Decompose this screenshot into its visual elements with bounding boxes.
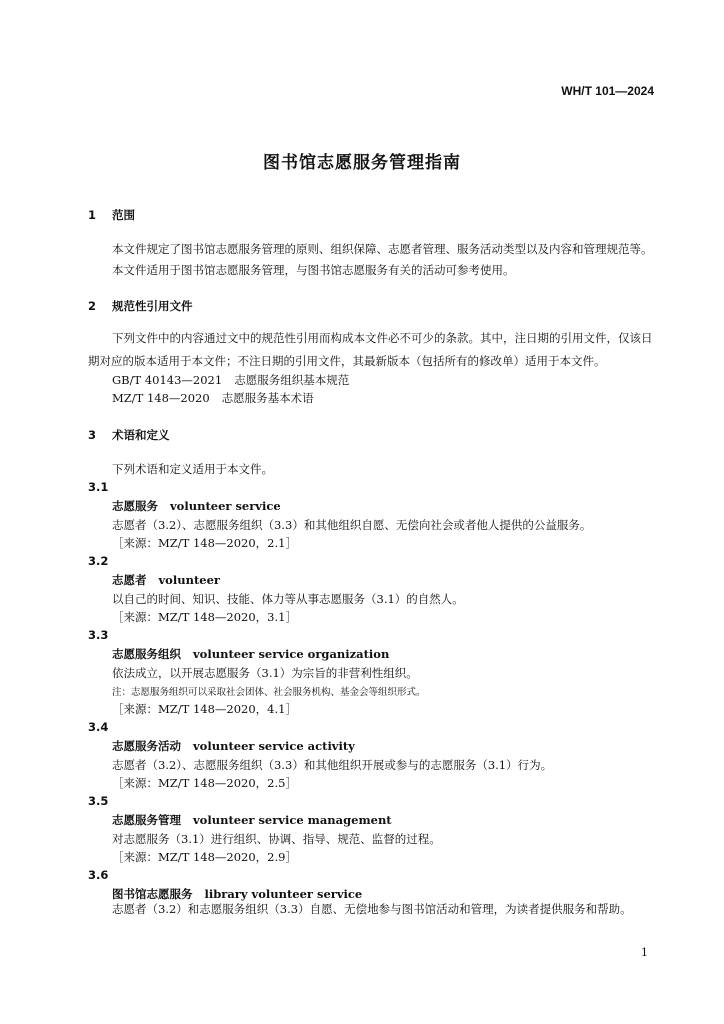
term-en: volunteer service management bbox=[193, 813, 392, 827]
term-en: volunteer service organization bbox=[193, 647, 390, 661]
normative-reference bbox=[112, 372, 349, 388]
term-source: ［来源：MZ/T 148—2020，2.9］ bbox=[112, 850, 297, 864]
normative-reference bbox=[112, 390, 314, 406]
term-en: volunteer service bbox=[170, 499, 281, 513]
term-cn: 志愿服务 bbox=[112, 499, 158, 513]
term-number: 3.6 bbox=[88, 868, 109, 882]
term-number: 3.2 bbox=[88, 554, 109, 568]
term-en: volunteer bbox=[158, 573, 220, 587]
term-definition: 志愿者（3.2）、志愿服务组织（3.3）和其他组织开展或参与的志愿服务（3.1）行为。 bbox=[112, 758, 553, 772]
term-definition: 志愿者（3.2）、志愿服务组织（3.3）和其他组织自愿、无偿向社会或者他人提供的公益服务。 bbox=[112, 518, 592, 532]
section-number: 2 bbox=[88, 299, 97, 313]
term-note: 注：志愿服务组织可以采取社会团体、社会服务机构、基金会等组织形式。 bbox=[112, 687, 426, 698]
term-heading bbox=[112, 572, 220, 588]
reference-name: 志愿服务组织基本规范 bbox=[234, 373, 350, 387]
reference-code: MZ/T 148—2020 bbox=[112, 391, 210, 405]
term-cn: 图书馆志愿服务 bbox=[112, 887, 193, 901]
term-source: ［来源：MZ/T 148—2020，2.1］ bbox=[112, 536, 297, 550]
term-en: volunteer service activity bbox=[193, 739, 355, 753]
term-cn: 志愿服务管理 bbox=[112, 813, 181, 827]
section-3-heading bbox=[88, 427, 170, 443]
reference-name: 志愿服务基本术语 bbox=[221, 391, 314, 405]
section-number: 3 bbox=[88, 428, 97, 442]
paragraph: 下列术语和定义适用于本文件。 bbox=[112, 462, 273, 476]
term-source: ［来源：MZ/T 148—2020，3.1］ bbox=[112, 610, 297, 624]
term-source: ［来源：MZ/T 148—2020，4.1］ bbox=[112, 702, 297, 716]
term-definition: 对志愿服务（3.1）进行组织、协调、指导、规范、监督的过程。 bbox=[112, 832, 441, 846]
page-number: 1 bbox=[641, 946, 648, 959]
term-definition: 志愿者（3.2）和志愿服务组织（3.3）自愿、无偿地参与图书馆活动和管理，为读者提供服务和帮助。 bbox=[112, 902, 632, 916]
section-1-heading bbox=[88, 207, 135, 223]
term-cn: 志愿服务活动 bbox=[112, 739, 181, 753]
paragraph: 下列文件中的内容通过文中的规范性引用而构成本文件必不可少的条款。其中，注日期的引用文件，仅该日期对应的版本适用于本文件；不注日期的引用文件，其最新版本（包括所有的修改单）适用于本文件。 bbox=[88, 331, 653, 368]
term-number: 3.3 bbox=[88, 628, 109, 642]
term-en: library volunteer service bbox=[204, 887, 363, 901]
term-cn: 志愿服务组织 bbox=[112, 647, 181, 661]
term-definition: 以自己的时间、知识、技能、体力等从事志愿服务（3.1）的自然人。 bbox=[112, 592, 464, 606]
term-heading bbox=[112, 498, 281, 514]
term-heading bbox=[112, 646, 389, 662]
paragraph: 本文件规定了图书馆志愿服务管理的原则、组织保障、志愿者管理、服务活动类型以及内容和管理规范等。 bbox=[112, 242, 653, 256]
term-number: 3.1 bbox=[88, 480, 109, 494]
term-source: ［来源：MZ/T 148—2020，2.5］ bbox=[112, 776, 297, 790]
paragraph: 本文件适用于图书馆志愿服务管理，与图书馆志愿服务有关的活动可参考使用。 bbox=[112, 263, 515, 277]
section-2-heading bbox=[88, 298, 193, 314]
term-definition: 依法成立，以开展志愿服务（3.1）为宗旨的非营利性组织。 bbox=[112, 666, 418, 680]
term-heading bbox=[112, 812, 392, 828]
section-title: 术语和定义 bbox=[112, 428, 170, 442]
term-number: 3.4 bbox=[88, 720, 109, 734]
reference-code: GB/T 40143—2021 bbox=[112, 373, 223, 387]
section-number: 1 bbox=[88, 208, 97, 222]
term-number: 3.5 bbox=[88, 794, 109, 808]
term-cn: 志愿者 bbox=[112, 573, 147, 587]
document-title: 图书馆志愿服务管理指南 bbox=[263, 153, 461, 173]
section-title: 规范性引用文件 bbox=[112, 299, 193, 313]
standard-number: WH/T 101—2024 bbox=[561, 84, 654, 98]
section-title: 范围 bbox=[112, 208, 136, 222]
term-heading bbox=[112, 738, 355, 754]
